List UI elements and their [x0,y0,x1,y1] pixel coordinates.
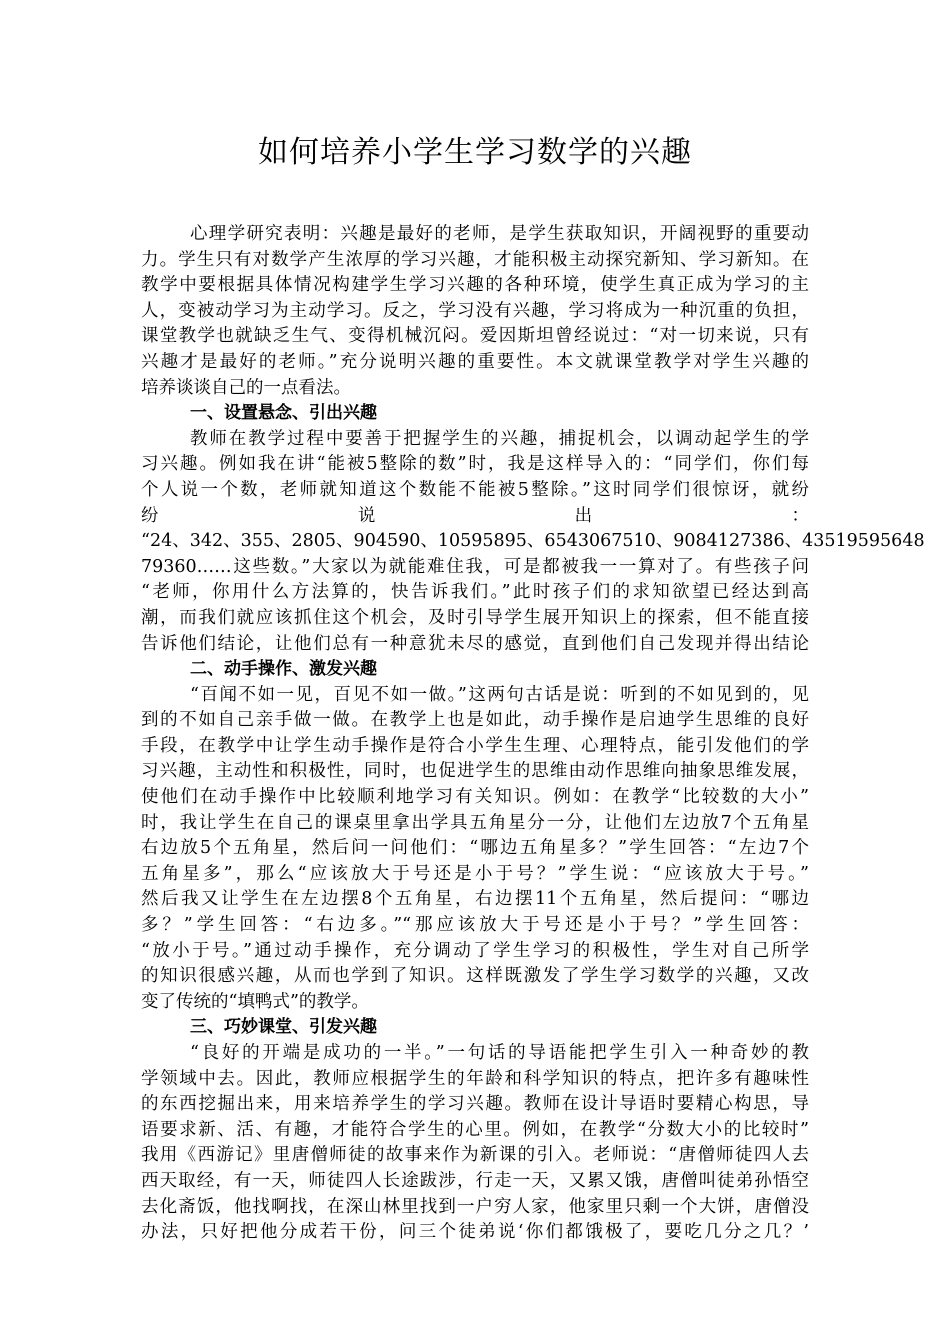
text-line: 变了传统的“填鸭式”的教学。 [141,991,369,1012]
text-line: 告诉他们结论，让他们总有一种意犹未尽的感觉，直到他们自己发现并得出结论 [141,633,809,654]
section-heading: 三、巧妙课堂、引发兴趣 [190,1017,377,1038]
text-line: 西天取经，有一天，师徒四人长途跋涉，行走一天，又累又饿，唐僧叫徒弟孙悟空 [141,1170,809,1191]
text-line: 人，变被动学习为主动学习。反之，学习没有兴趣，学习将成为一种沉重的负担， [141,300,809,321]
text-line: “放小于号。”通过动手操作，充分调动了学生学习的积极性，学生对自己所学 [141,940,809,961]
section-heading: 二、动手操作、激发兴趣 [190,659,377,680]
text-line: 学领域中去。因此，教师应根据学生的年龄和科学知识的特点，把许多有趣味性 [141,1068,809,1089]
text-line: 的知识很感兴趣，从而也学到了知识。这样既激发了学生学习数学的兴趣，又改 [141,966,809,987]
document-body [141,222,925,1246]
text-line: 到的不如自己亲手做一做。在教学上也是如此，动手操作是启迪学生思维的良好 [141,710,809,731]
text-line: 心理学研究表明：兴趣是最好的老师，是学生获取知识，开阔视野的重要动 [190,224,809,244]
text-line: 去化斋饭，他找啊找，在深山林里找到一户穷人家，他家里只剩一个大饼，唐僧没 [141,1196,809,1217]
text-line: 手段，在教学中让学生动手操作是符合小学生生理、心理特点，能引发他们的学 [141,735,809,756]
text-line: “24、342、355、2805、904590、10595895、6543067510、9084127386、43519595648 [141,531,925,552]
text-line: 然后我又让学生在左边摆8个五角星，右边摆11个五角星，然后提问：“哪边 [141,889,809,910]
text-line: 时，我让学生在自己的课桌里拿出学具五角星分一分，让他们左边放7个五角星 [141,812,809,833]
text-line: 教学中要根据具体情况构建学生学习兴趣的各种环境，使学生真正成为学习的主 [141,275,809,296]
text-line: 纷 说 出 ： [141,505,809,526]
text-line: 办法，只好把他分成若干份，问三个徒弟说‘你们都饿极了，要吃几分之几？’ [141,1222,809,1243]
text-line: 我用《西游记》里唐僧师徒的故事来作为新课的引入。老师说：“唐僧师徒四人去 [141,1145,809,1166]
text-line: 课堂教学也就缺乏生气、变得机械沉闷。爱因斯坦曾经说过：“对一切来说，只有 [141,326,809,347]
text-line: “百闻不如一见，百见不如一做。”这两句古话是说：听到的不如见到的，见 [190,684,809,705]
text-line: “良好的开端是成功的一半。”一句话的导语能把学生引入一种奇妙的教 [190,1043,809,1063]
text-line: 多？”学生回答：“右边多。”“那应该放大于号还是小于号？”学生回答： [141,915,809,936]
section-heading: 一、设置悬念、引出兴趣 [190,403,377,424]
text-line: 个人说一个数，老师就知道这个数能不能被5整除。”这时同学们很惊讶，就纷 [141,479,809,500]
text-line: 右边放5个五角星，然后问一问他们：“哪边五角星多？”学生回答：“左边7个 [141,838,809,859]
text-line: 兴趣才是最好的老师。”充分说明兴趣的重要性。本文就课堂教学对学生兴趣的 [141,351,809,372]
text-line: 使他们在动手操作中比较顺利地学习有关知识。例如：在教学“比较数的大小” [141,787,809,808]
text-line: 习兴趣。例如我在讲“能被5整除的数”时，我是这样导入的：“同学们，你们每 [141,454,809,475]
text-line: 语要求新、活、有趣，才能符合学生的心里。例如，在教学“分数大小的比较时” [141,1119,809,1140]
text-line: 培养谈谈自己的一点看法。 [141,377,351,398]
text-line: 的东西挖掘出来，用来培养学生的学习兴趣。教师在设计导语时要精心构思，导 [141,1094,809,1115]
text-line: 习兴趣，主动性和积极性，同时，也促进学生的思维由动作思维向抽象思维发展， [141,761,809,782]
text-line: 79360……这些数。”大家以为就能难住我，可是都被我一一算对了。有些孩子问 [141,556,809,577]
text-line: “老师，你用什么方法算的，快告诉我们。”此时孩子们的求知欲望已经达到高 [141,582,809,603]
document-title: 如何培养小学生学习数学的兴趣 [258,135,692,170]
text-line: 潮，而我们就应该抓住这个机会，及时引导学生展开知识上的探索，但不能直接 [141,607,809,628]
text-line: 五角星多”，那么“应该放大于号还是小于号？”学生说：“应该放大于号。” [141,863,809,884]
text-line: 力。学生只有对数学产生浓厚的学习兴趣，才能积极主动探究新知、学习新知。在 [141,249,809,270]
text-line: 教师在教学过程中要善于把握学生的兴趣，捕捉机会，以调动起学生的学 [190,428,809,449]
